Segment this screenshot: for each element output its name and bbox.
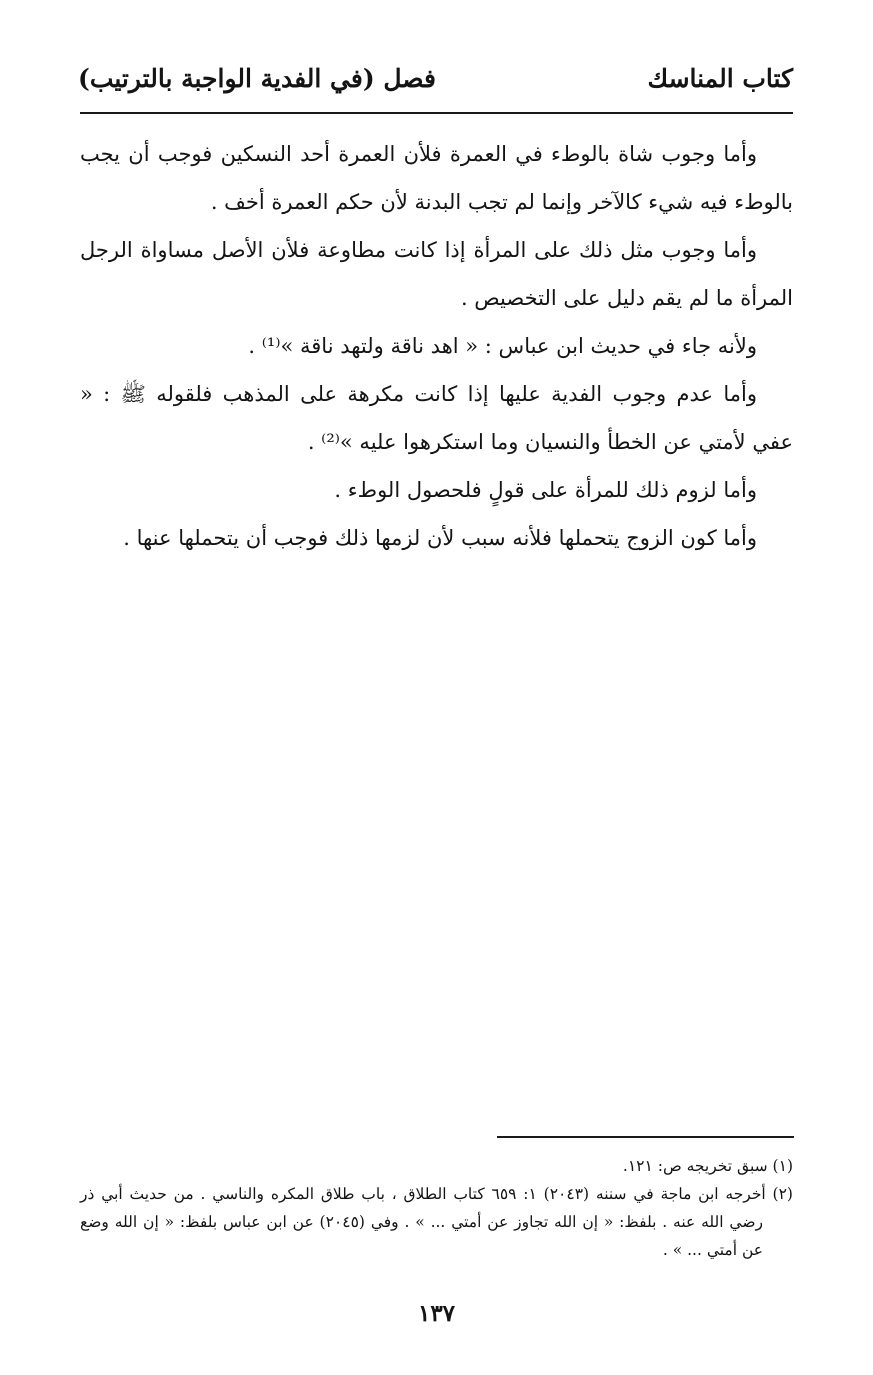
running-header [78, 62, 793, 102]
paragraph: وأما وجوب مثل ذلك على المرأة إذا كانت مطاوعة فلأن الأصل مساواة الرجل المرأة ما لم يقم دليل على التخصيص . [80, 238, 793, 310]
paragraph: ولأنه جاء في حديث ابن عباس : « اهد ناقة ولتهد ناقة »⁽¹⁾ . [248, 334, 757, 358]
section-title: فصل (في الفدية الواجبة بالترتيب) [78, 64, 436, 93]
footnotes [80, 1152, 793, 1264]
book-title: كتاب المناسك [647, 64, 793, 93]
main-text [80, 130, 793, 562]
footnote-2: (٢) أخرجه ابن ماجة في سننه (٢٠٤٣) ١: ٦٥٩ كتاب الطلاق ، باب طلاق المكره والناسي . من حديث أبي ذر رضي الله عنه . بلفظ: « إن الله تجاوز عن أمتي ... » . وفي (٢٠٤٥) عن ابن عباس بلفظ: « إن الله وضع عن أمتي ... » . [80, 1185, 793, 1259]
page-number: ١٣٧ [417, 1300, 456, 1327]
paragraph: وأما وجوب شاة بالوطء في العمرة فلأن العمرة أحد النسكين فوجب أن يجب بالوطء فيه شيء كالآخر وإنما لم تجب البدنة لأن حكم العمرة أخف . [80, 142, 793, 214]
paragraph: وأما لزوم ذلك للمرأة على قولٍ فلحصول الوطء . [334, 478, 757, 502]
paragraph: وأما كون الزوج يتحملها فلأنه سبب لأن لزمها ذلك فوجب أن يتحملها عنها . [123, 526, 757, 550]
footnote-1: (١) سبق تخريجه ص: ١٢١. [622, 1157, 793, 1175]
footnote-divider [497, 1136, 794, 1138]
paragraph: وأما عدم وجوب الفدية عليها إذا كانت مكرهة على المذهب فلقوله ﷺ : « عفي لأمتي عن الخطأ والنسيان وما استكرهوا عليه »⁽²⁾ . [80, 382, 793, 454]
header-divider [80, 112, 793, 114]
